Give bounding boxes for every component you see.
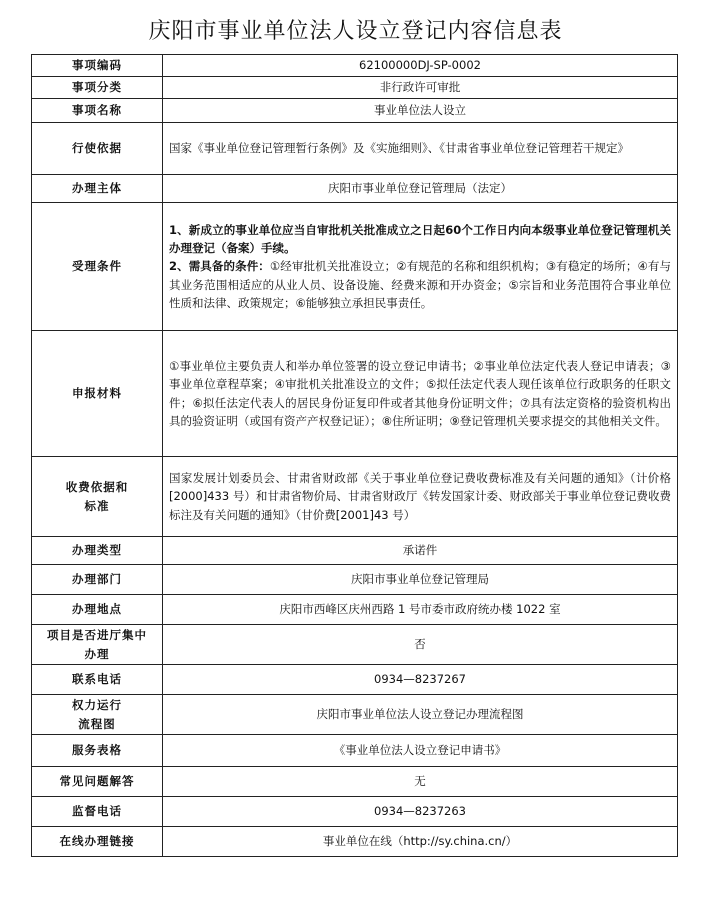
value-faq: 无: [163, 767, 678, 797]
label-faq: 常见问题解答: [32, 767, 163, 797]
label-code: 事项编码: [32, 55, 163, 77]
row-materials: [32, 331, 678, 457]
row-faq: [32, 767, 678, 797]
value-hall: 否: [163, 625, 678, 665]
label-conditions: 受理条件: [32, 203, 163, 331]
row-location: [32, 595, 678, 625]
row-name: [32, 99, 678, 123]
value-materials: ①事业单位主要负责人和举办单位签署的设立登记申请书；②事业单位法定代表人登记申请表；③事业单位章程草案；④审批机关批准设立的文件；⑤拟任法定代表人现任该单位行政职务的任职文件；⑥拟任法定代表人的居民身份证复印件或者其他身份证明文件；⑦具有法定资格的验资机构出具的验资证明（或国有资产产权登记证）；⑧住所证明；⑨登记管理机关要求提交的其他相关文件。: [163, 331, 678, 457]
label-hall-line1: 项目是否进厅集中: [47, 628, 147, 643]
row-phone: [32, 665, 678, 695]
label-location: 办理地点: [32, 595, 163, 625]
value-category: 非行政许可审批: [163, 77, 678, 99]
value-conditions: [163, 203, 678, 331]
value-fees: 国家发展计划委员会、甘肃省财政部《关于事业单位登记费收费标准及有关问题的通知》（计价格[2000]433 号）和甘肃省物价局、甘肃省财政厅《转发国家计委、财政部关于事业单位登记费收费标注及有关问题的通知》（甘价费[2001]43 号）: [163, 457, 678, 537]
label-department: 办理部门: [32, 565, 163, 595]
label-phone: 联系电话: [32, 665, 163, 695]
condition-2: [169, 257, 671, 312]
label-hall: [32, 625, 163, 665]
value-department: 庆阳市事业单位登记管理局: [163, 565, 678, 595]
label-subject: 办理主体: [32, 175, 163, 203]
value-location: 庆阳市西峰区庆州西路 1 号市委市政府统办楼 1022 室: [163, 595, 678, 625]
label-flow-line1: 权力运行: [72, 698, 122, 713]
label-basis: 行使依据: [32, 123, 163, 175]
value-supervision: 0934—8237263: [163, 797, 678, 827]
label-category: 事项分类: [32, 77, 163, 99]
label-fees-line2: 标准: [84, 498, 110, 513]
row-type: [32, 537, 678, 565]
label-materials: 申报材料: [32, 331, 163, 457]
row-conditions: [32, 203, 678, 331]
row-supervision: [32, 797, 678, 827]
row-hall: [32, 625, 678, 665]
row-online: [32, 827, 678, 857]
label-hall-line2: 办理: [84, 646, 110, 661]
value-flow: 庆阳市事业单位法人设立登记办理流程图: [163, 695, 678, 735]
row-subject: [32, 175, 678, 203]
label-fees: [32, 457, 163, 537]
label-online: 在线办理链接: [32, 827, 163, 857]
label-form: 服务表格: [32, 735, 163, 767]
row-basis: [32, 123, 678, 175]
info-table: [31, 54, 678, 857]
condition-2-head: 2、需具备的条件：: [169, 259, 270, 274]
condition-2-body: ①经审批机关批准设立；②有规范的名称和组织机构；③有稳定的场所；④有与其业务范围相适应的从业人员、设备设施、经费来源和开办资金；⑤宗旨和业务范围符合事业单位性质和法律、政策规定；⑥能够独立承担民事责任。: [169, 259, 671, 311]
condition-1: 1、新成立的事业单位应当自审批机关批准成立之日起60个工作日内向本级事业单位登记管理机关办理登记（备案）手续。: [169, 222, 671, 255]
label-flow: [32, 695, 163, 735]
row-code: [32, 55, 678, 77]
label-type: 办理类型: [32, 537, 163, 565]
row-flow: [32, 695, 678, 735]
label-flow-line2: 流程图: [78, 716, 116, 731]
value-form: 《事业单位法人设立登记申请书》: [163, 735, 678, 767]
label-supervision: 监督电话: [32, 797, 163, 827]
value-online: 事业单位在线（http://sy.china.cn/）: [163, 827, 678, 857]
row-department: [32, 565, 678, 595]
value-type: 承诺件: [163, 537, 678, 565]
value-subject: 庆阳市事业单位登记管理局（法定）: [163, 175, 678, 203]
value-code: 62100000DJ-SP-0002: [163, 55, 678, 77]
value-name: 事业单位法人设立: [163, 99, 678, 123]
label-name: 事项名称: [32, 99, 163, 123]
page-title: 庆阳市事业单位法人设立登记内容信息表: [148, 19, 563, 44]
row-category: [32, 77, 678, 99]
row-fees: [32, 457, 678, 537]
row-form: [32, 735, 678, 767]
label-fees-line1: 收费依据和: [65, 480, 129, 495]
value-basis: 国家《事业单位登记管理暂行条例》及《实施细则》、《甘肃省事业单位登记管理若干规定》: [163, 123, 678, 175]
value-phone: 0934—8237267: [163, 665, 678, 695]
